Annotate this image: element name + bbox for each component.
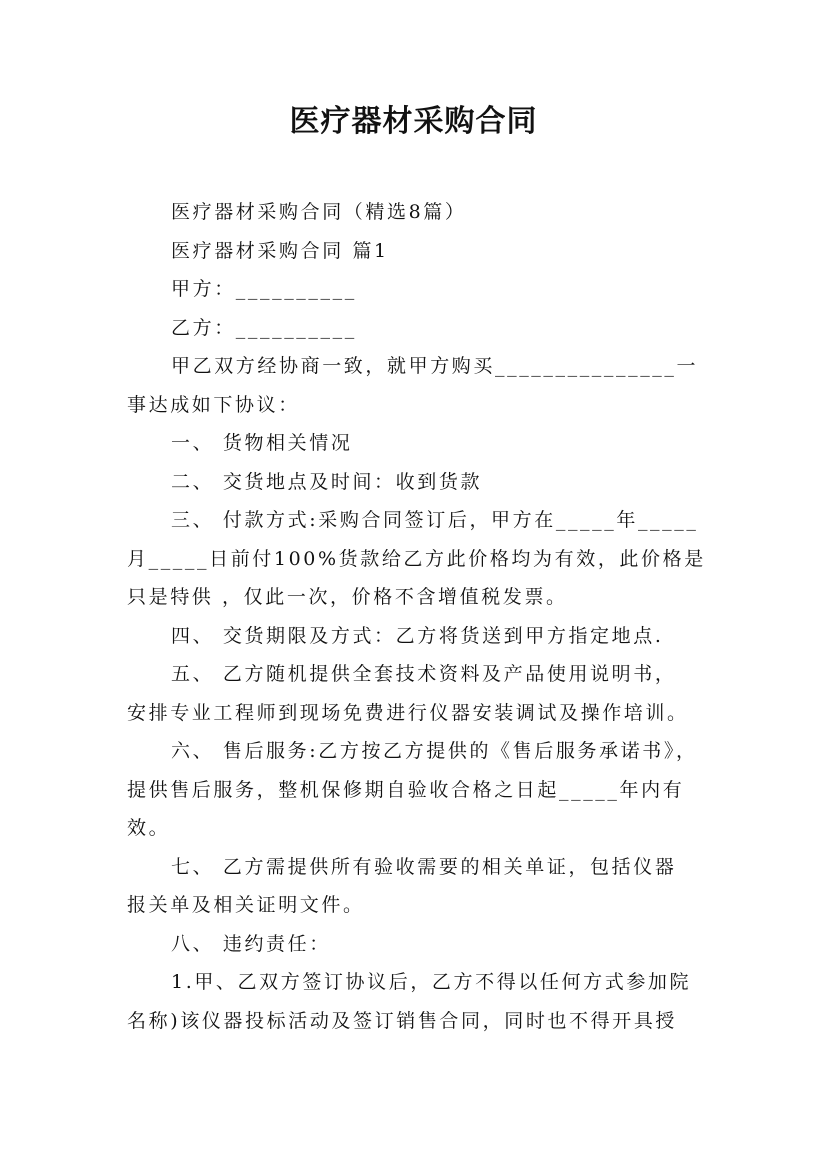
paragraph-line: 事达成如下协议： [127,393,300,416]
paragraph-line: 月_____日前付100%货款给乙方此价格均为有效，此价格是 [127,547,706,570]
paragraph-line: 安排专业工程师到现场免费进行仪器安装调试及操作培训。 [127,701,689,724]
paragraph-line: 只是特供 ，仅此一次，价格不含增值税发票。 [127,586,568,608]
paragraph-line: 效。 [127,817,171,839]
clause-line: 八、 违约责任： [171,932,331,955]
paragraph-line: 报关单及相关证明文件。 [127,894,365,916]
clause-line: 一、 货物相关情况 [171,432,353,454]
section-heading: 医疗器材采购合同 篇1 [171,239,389,262]
clause-line: 四、 交货期限及方式：乙方将货送到甲方指定地点. [171,624,664,647]
subtitle-line: 医疗器材采购合同（精选8篇） [171,201,467,223]
party-a-line: 甲方：__________ [171,278,357,300]
clause-line: 六、 售后服务:乙方按乙方提供的《售后服务承诺书》， [171,740,698,762]
clause-line: 五、 乙方随机提供全套技术资料及产品使用说明书， [171,663,677,685]
clause-line: 三、 付款方式:采购合同签订后，甲方在_____年_____ [171,509,699,531]
clause-line: 1.甲、乙双方签订协议后，乙方不得以任何方式参加院 [171,971,692,993]
paragraph-line: 甲乙双方经协商一致，就甲方购买_______________一 [171,355,699,377]
document-body [127,193,712,1040]
clause-line: 七、 乙方需提供所有验收需要的相关单证，包括仪器 [171,855,677,878]
clause-line: 二、 交货地点及时间：收到货款 [171,470,483,493]
document-title: 医疗器材采购合同 [289,104,538,139]
paragraph-line: 名称)该仪器投标活动及签订销售合同，同时也不得开具授 [127,1009,678,1032]
paragraph-line: 提供售后服务，整机保修期自验收合格之日起_____年内有 [127,778,685,801]
party-b-line: 乙方：__________ [171,316,357,339]
